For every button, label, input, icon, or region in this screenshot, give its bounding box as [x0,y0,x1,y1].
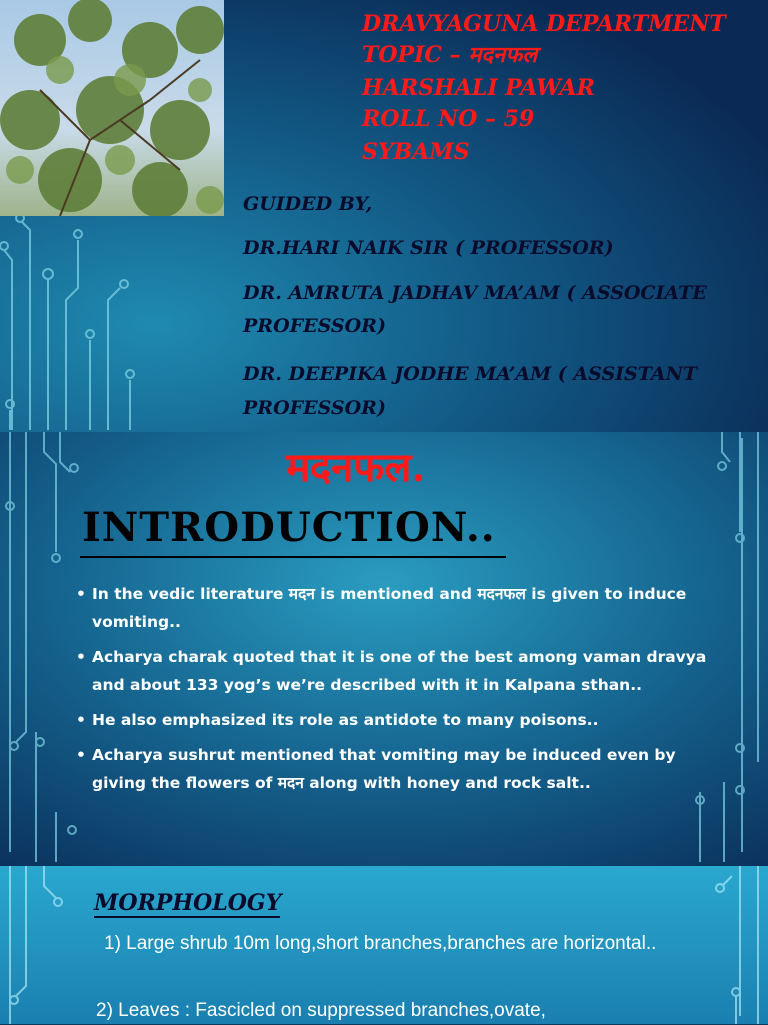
title-line-student-name: HARSHALI PAWAR [362,75,595,101]
bullet-icon: • [76,711,86,729]
guide-3-line-2: PROFESSOR) [243,397,386,419]
tree-photo [0,0,224,216]
list-item [76,741,716,797]
hindi-title: मदनफल. [286,444,426,491]
introduction-underline [80,556,506,558]
guide-2-line-2: PROFESSOR) [243,315,386,337]
introduction-heading: INTRODUCTION.. [82,504,496,551]
title-line-department: DRAVYAGUNA DEPARTMENT [362,11,726,37]
bullet-icon: • [76,746,86,764]
morphology-underline [94,916,280,918]
list-item [76,580,716,636]
bullet-text: He also emphasized its role as antidote to many poisons.. [92,711,599,729]
title-line-topic: TOPIC – मदनफल [362,42,538,68]
bullet-text: Acharya sushrut mentioned that vomiting may be induced even by giving the flowers of मदन along with honey and rock salt.. [92,746,676,792]
morphology-heading: MORPHOLOGY [94,890,282,916]
title-line-roll-no: ROLL NO – 59 [362,106,535,132]
morphology-item-2: 2) Leaves : Fascicled on suppressed branches,ovate, [96,1000,546,1021]
bullet-text: In the vedic literature मदन is mentioned and मदनफल is given to induce vomiting.. [92,585,687,631]
guided-by-label: GUIDED BY, [243,193,373,215]
title-slide [0,0,768,432]
list-item [76,643,716,699]
morphology-item-1: 1) Large shrub 10m long,short branches,branches are horizontal.. [104,933,657,954]
bullet-text: Acharya charak quoted that it is one of the best among vaman dravya and about 133 yog’s we’re described with it in Kalpana sthan.. [92,648,707,694]
list-item [76,706,716,734]
guide-1: DR.HARI NAIK SIR ( PROFESSOR) [243,237,614,259]
bullet-icon: • [76,648,86,666]
introduction-bullet-list [76,580,716,804]
guide-2-line-1: DR. AMRUTA JADHAV MA’AM ( ASSOCIATE [243,282,707,304]
title-line-class: SYBAMS [362,139,470,165]
guide-3-line-1: DR. DEEPIKA JODHE MA’AM ( ASSISTANT [243,363,698,385]
bullet-icon: • [76,585,86,603]
